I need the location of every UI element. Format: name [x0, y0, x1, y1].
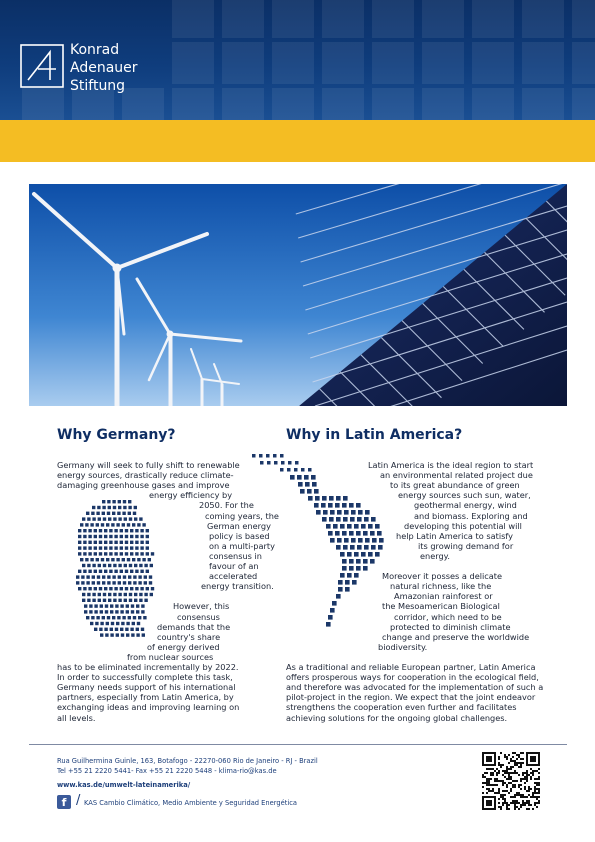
text-line: partners, especially from Latin America, by [57, 692, 234, 703]
header-tile [472, 88, 514, 120]
text-line: Amazonian rainforest or [394, 591, 493, 602]
text-line: consensus [177, 611, 220, 622]
header-tile [272, 42, 314, 84]
text-line: and therefore was advocated for the implementation of such a [286, 682, 544, 693]
footer-address: Rua Guilhermina Guinle, 163, Botafogo - 22270-060 Rio de Janeiro - RJ - Brazil [57, 757, 318, 765]
text-line: protected to diminish climate [390, 621, 511, 632]
header-tile [372, 88, 414, 120]
header-tile [272, 88, 314, 120]
text-line: demands that the [157, 621, 231, 632]
text-line: achieving solutions for the ongoing global challenges. [286, 712, 508, 723]
header-tile [372, 0, 414, 38]
text-line: on a multi-party [209, 540, 275, 551]
text-line: Latin America is the ideal region to start [368, 460, 534, 470]
header-tile [422, 88, 464, 120]
text-line: has to be eliminated incrementally by 2022. [57, 662, 239, 672]
text-line: energy. [420, 550, 450, 561]
text-line: 2050. For the [199, 500, 254, 511]
text-line: policy is based [209, 530, 270, 541]
latin-america-dot-map-icon [250, 452, 390, 652]
text-line: country's share [157, 631, 221, 642]
text-line: strengthens the cooperation even further and facilitates [286, 702, 517, 713]
text-line: from nuclear sources [127, 651, 214, 662]
text-line: natural richness, like the [390, 581, 492, 592]
text-line: of energy derived [147, 641, 220, 652]
header-tile [572, 88, 595, 120]
header-tile [222, 42, 264, 84]
qr-code-icon[interactable] [482, 752, 540, 810]
header-tile [222, 88, 264, 120]
logo-line: Stiftung [70, 78, 126, 94]
footer-contact: Tel +55 21 2220 5441- Fax +55 21 2220 5448 - klima-rio@kas.de [57, 767, 277, 775]
wind-solar-photo [29, 184, 567, 406]
text-line: energy transition. [201, 581, 274, 592]
text-line: favour of an [209, 561, 259, 571]
text-line: damaging greenhouse gases and improve [57, 480, 230, 491]
header-tile [522, 0, 564, 38]
header-tile [322, 0, 364, 38]
text-line: Germany needs support of his international [57, 682, 236, 693]
text-line: and biomass. Exploring and [414, 510, 528, 521]
header-tile [472, 42, 514, 84]
text-line: exchanging ideas and improving learning on [57, 702, 240, 713]
text-line: corridor, which need to be [394, 611, 502, 622]
text-line: consensus in [209, 550, 262, 561]
facebook-page-link[interactable]: KAS Cambio Climático, Medio Ambiente y Seguridad Energética [84, 799, 297, 807]
text-line: As a traditional and reliable European partner, Latin America [286, 662, 536, 672]
text-line: help Latin America to satisfy [396, 530, 513, 541]
header-tile [422, 42, 464, 84]
kas-logo-icon [20, 44, 64, 88]
why-latin-america-heading: Why in Latin America? [286, 427, 463, 443]
text-line: However, this [173, 601, 230, 612]
text-line: pilot-project in the region. We expect that the joint endeavor [286, 692, 536, 703]
text-line: developing this potential will [404, 520, 522, 531]
header-tile [372, 42, 414, 84]
text-line: energy sources such sun, water, [398, 490, 531, 501]
logo-line: Adenauer [70, 60, 138, 76]
text-line: all levels. [57, 712, 96, 723]
header-tile [172, 42, 214, 84]
text-line: Moreover it posses a delicate [382, 571, 503, 582]
header-tile [572, 0, 595, 38]
text-line: change and preserve the worldwide [382, 631, 530, 642]
header-tile [322, 42, 364, 84]
header-tile [322, 88, 364, 120]
text-line: biodiversity. [378, 641, 428, 652]
text-line: the Mesoamerican Biological [382, 601, 500, 612]
yellow-band [0, 120, 595, 162]
footer-separator: / [76, 793, 81, 808]
text-line: energy sources, drastically reduce climate- [57, 470, 234, 481]
header-tile [22, 88, 64, 120]
footer-website-link[interactable]: www.kas.de/umwelt-lateinamerika/ [57, 781, 191, 789]
header-tile [172, 88, 214, 120]
text-line: geothermal energy, wind [414, 500, 517, 511]
text-line: accelerated [209, 571, 258, 582]
header-tile [222, 0, 264, 38]
logo-line: Konrad [70, 42, 120, 58]
germany-dot-map-icon [72, 498, 162, 640]
header-tile [472, 0, 514, 38]
text-line: to its great abundance of green [390, 480, 520, 491]
header-tile [522, 42, 564, 84]
text-line: energy efficiency by [149, 490, 233, 501]
header-tile [172, 0, 214, 38]
text-line: German energy [207, 520, 271, 531]
why-germany-heading: Why Germany? [57, 427, 176, 443]
text-line: Germany will seek to fully shift to renewable [57, 460, 240, 470]
header-tile [422, 0, 464, 38]
header-tile [522, 88, 564, 120]
header-tile [272, 0, 314, 38]
text-line: offers prosperous ways for cooperation in the ecological field, [286, 672, 539, 683]
text-line: its growing demand for [418, 540, 514, 551]
text-line: coming years, the [205, 510, 279, 521]
text-line: an environmental related project due [380, 470, 533, 481]
facebook-icon[interactable]: f [57, 795, 71, 809]
text-line: In order to successfully complete this task, [57, 672, 233, 683]
header-tile [572, 42, 595, 84]
footer-divider [29, 744, 567, 745]
logo-wordmark [70, 41, 138, 95]
